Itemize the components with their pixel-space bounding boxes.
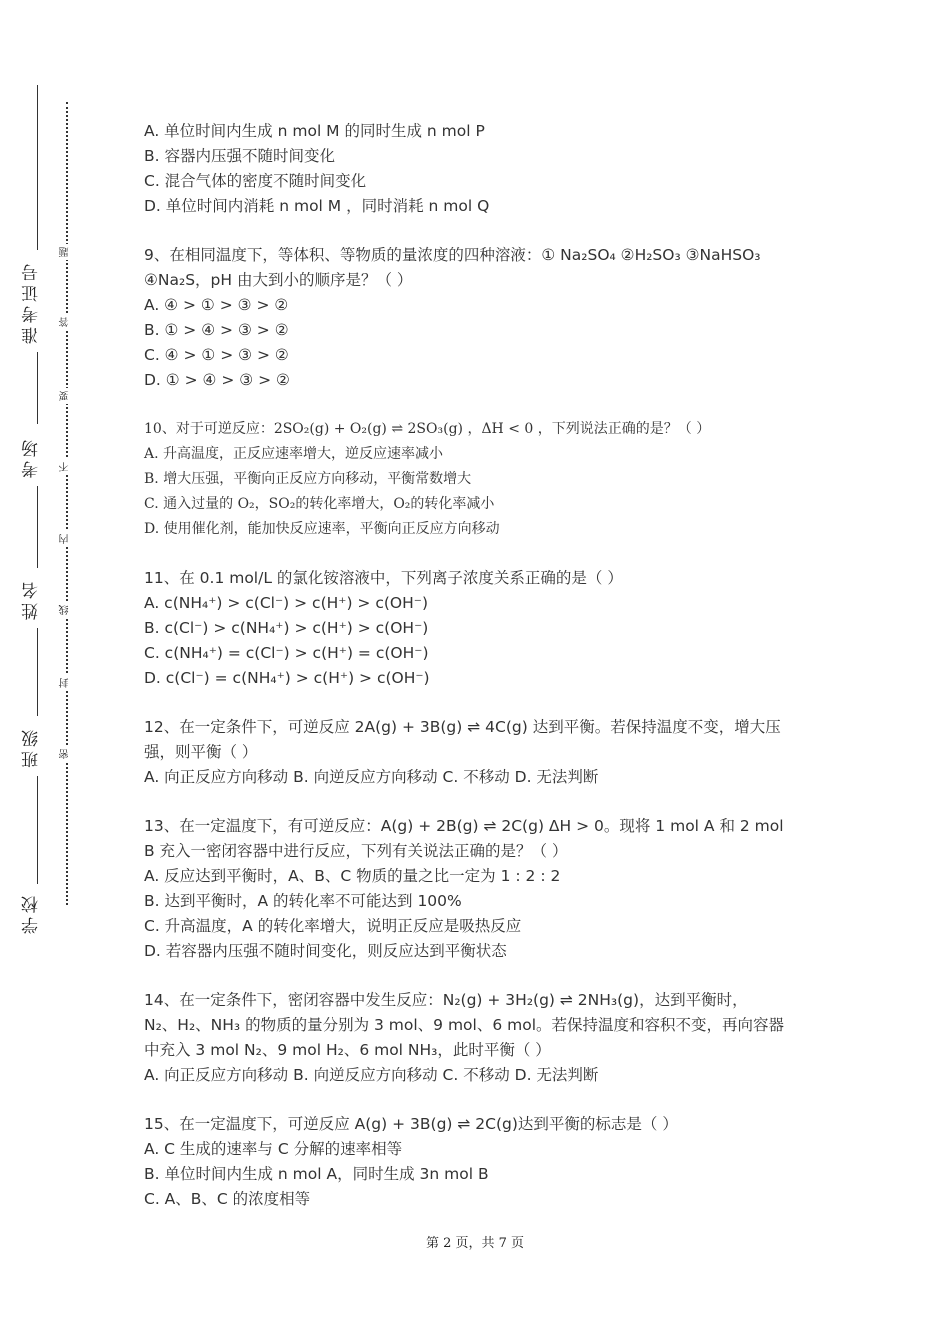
option-d: D. 若容器内压强不随时间变化，则反应达到平衡状态 xyxy=(144,942,507,960)
page-number: 第 2 页，共 7 页 xyxy=(425,1236,525,1251)
question-stem: 10、对于可逆反应：2SO₂(g) + O₂(g) ⇌ 2SO₃(g) ，ΔH < 0 ，下列说法正确的是？（ ） xyxy=(144,421,711,437)
option-a: A. C 生成的速率与 C 分解的速率相等 xyxy=(144,1140,403,1158)
option-a: A. c(NH₄⁺) > c(Cl⁻) > c(H⁺) > c(OH⁻) xyxy=(144,594,429,612)
question-stem: 强，则平衡（ ） xyxy=(144,743,258,761)
question-stem: B 充入一密闭容器中进行反应，下列有关说法正确的是？（ ） xyxy=(144,842,568,860)
field-line xyxy=(37,486,38,568)
option-c: C. 混合气体的密度不随时间变化 xyxy=(144,172,367,190)
option-c: C. c(NH₄⁺) = c(Cl⁻) > c(H⁺) = c(OH⁻) xyxy=(144,644,429,662)
seal-char: 题 xyxy=(58,244,76,260)
field-line xyxy=(37,85,38,250)
field-line xyxy=(37,628,38,716)
field-line xyxy=(37,776,38,884)
option-c: C. 升高温度，A 的转化率增大，说明正反应是吸热反应 xyxy=(144,917,522,935)
exam-content xyxy=(144,119,824,1212)
option-d: D. 使用催化剂，能加快反应速率，平衡向正反应方向移动 xyxy=(144,521,500,537)
question-13 xyxy=(144,814,824,964)
question-9 xyxy=(144,243,824,393)
option-d: D. c(Cl⁻) = c(NH₄⁺) > c(H⁺) > c(OH⁻) xyxy=(144,669,430,687)
question-stem: N₂、H₂、NH₃ 的物质的量分别为 3 mol、9 mol、6 mol。若保持温度和容积不变，再向容器 xyxy=(144,1016,785,1034)
field-label-class: 班级 xyxy=(22,726,42,768)
field-label-name: 姓名 xyxy=(22,578,42,620)
question-14 xyxy=(144,988,824,1088)
option-b: B. ① > ④ > ③ > ② xyxy=(144,321,289,339)
question-stem: 中充入 3 mol N₂、9 mol H₂、6 mol NH₃，此时平衡（ ） xyxy=(144,1041,551,1059)
question-stem: 9、在相同温度下，等体积、等物质的量浓度的四种溶液：① Na₂SO₄ ②H₂SO₃ ③NaHSO₃ xyxy=(144,246,761,264)
option-c: C. 通入过量的 O₂，SO₂的转化率增大，O₂的转化率减小 xyxy=(144,496,495,512)
binding-margin xyxy=(0,0,120,1344)
question-stem: 12、在一定条件下，可逆反应 2A(g) + 3B(g) ⇌ 4C(g) 达到平衡。若保持温度不变，增大压 xyxy=(144,718,781,736)
option-c: C. ④ > ① > ③ > ② xyxy=(144,346,289,364)
question-stem: 15、在一定温度下，可逆反应 A(g) + 3B(g) ⇌ 2C(g)达到平衡的标志是（ ） xyxy=(144,1115,678,1133)
question-stem: 14、在一定条件下，密闭容器中发生反应：N₂(g) + 3H₂(g) ⇌ 2NH₃(g)，达到平衡时， xyxy=(144,991,748,1009)
option-b: B. 单位时间内生成 n mol A，同时生成 3n mol B xyxy=(144,1165,489,1183)
question-stem: ④Na₂S，pH 由大到小的顺序是？（ ） xyxy=(144,271,413,289)
seal-dotted-line xyxy=(66,102,68,905)
seal-char: 要 xyxy=(58,388,76,404)
option-a: A. 单位时间内生成 n mol M 的同时生成 n mol P xyxy=(144,122,485,140)
option-d: D. 单位时间内消耗 n mol M ，同时消耗 n mol Q xyxy=(144,197,490,215)
option-d: D. ① > ④ > ③ > ② xyxy=(144,371,290,389)
field-label-school: 学校 xyxy=(22,892,42,934)
question-10 xyxy=(144,417,824,542)
field-label-exam-room: 考场 xyxy=(22,436,42,478)
seal-char: 内 xyxy=(58,531,76,547)
seal-char: 线 xyxy=(58,602,76,618)
field-line xyxy=(37,352,38,424)
field-label-exam-number: 准考证号 xyxy=(22,260,42,344)
seal-char: 答 xyxy=(58,314,76,330)
option-b: B. 增大压强，平衡向正反应方向移动，平衡常数增大 xyxy=(144,471,472,487)
option-b: B. c(Cl⁻) > c(NH₄⁺) > c(H⁺) > c(OH⁻) xyxy=(144,619,429,637)
option-c: C. A、B、C 的浓度相等 xyxy=(144,1190,311,1208)
option-a: A. ④ > ① > ③ > ② xyxy=(144,296,289,314)
seal-char: 封 xyxy=(58,675,76,691)
option-a: A. 反应达到平衡时，A、B、C 物质的量之比一定为 1 : 2 : 2 xyxy=(144,867,561,885)
seal-char: 不 xyxy=(58,459,76,475)
question-stem: 13、在一定温度下，有可逆反应：A(g) + 2B(g) ⇌ 2C(g) ΔH > 0。现将 1 mol A 和 2 mol xyxy=(144,817,784,835)
question-12 xyxy=(144,715,824,790)
option-b: B. 达到平衡时，A 的转化率不可能达到 100% xyxy=(144,892,462,910)
question-8-options xyxy=(144,119,824,219)
question-11 xyxy=(144,566,824,691)
options-row: A. 向正反应方向移动 B. 向逆反应方向移动 C. 不移动 D. 无法判断 xyxy=(144,768,599,786)
option-a: A. 升高温度，正反应速率增大，逆反应速率减小 xyxy=(144,446,444,462)
options-row: A. 向正反应方向移动 B. 向逆反应方向移动 C. 不移动 D. 无法判断 xyxy=(144,1066,599,1084)
question-15 xyxy=(144,1112,824,1212)
option-b: B. 容器内压强不随时间变化 xyxy=(144,147,335,165)
question-stem: 11、在 0.1 mol/L 的氯化铵溶液中，下列离子浓度关系正确的是（ ） xyxy=(144,569,623,587)
seal-char: 密 xyxy=(58,746,76,762)
